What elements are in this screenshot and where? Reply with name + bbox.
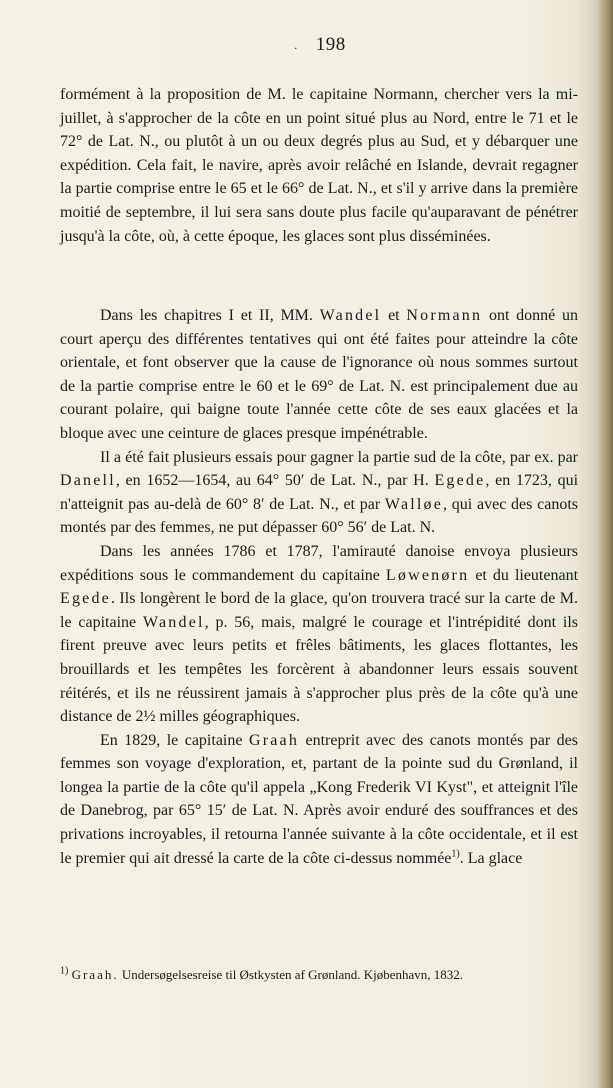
p3-text-1: Il a été fait plusieurs essais pour gagner la partie sud de la côte, par ex. par xyxy=(100,448,578,466)
p3-text-2: , en 1652—1654, au 64° 50′ de Lat. N., par H. xyxy=(115,472,429,490)
p2-name-normann: Normann xyxy=(406,307,483,324)
footnote-marker: 1) xyxy=(60,965,69,977)
p4-text-4: , p. 56, mais, malgré le courage et l'intrépidité dont ils firent preuve avec leurs petits et frêles bâtiments, les glaces flottantes, les brouillards et les tempêtes les forcèrent à abandonner leurs essais souvent réitérés, et ils ne réussirent jamais à s'approcher plus près de la côte qu'à une distance de 2½ milles géographiques. xyxy=(60,613,579,726)
page-binding-edge xyxy=(599,0,613,1088)
paragraph-5 xyxy=(60,729,578,871)
p2-name-wandel: Wandel xyxy=(319,307,382,324)
paragraph-1: formément à la proposition de M. le capitaine Normann, chercher vers la mi-juillet, à s'approcher de la côte en un point situé plus au Nord, entre le 71 et le 72° de Lat. N., ou plutôt à un ou deux degrés plus au Sud, et y débarquer une expédition. Cela fait, le navire, après avoir relâché en Islande, devrait regagner la partie comprise entre le 65 et le 66° de Lat. N., et s'il y arrive dans la première moitié de septembre, il lui sera sans doute plus facile qu'auparavant de pénétrer jusqu'à la côte, où, à cette époque, les glaces sont plus disséminées. xyxy=(60,86,578,245)
footnote-reference: 1) xyxy=(451,848,460,860)
p3-name-walloe: Walløe xyxy=(384,495,444,513)
p4-text-1: Dans les années 1786 et 1787, l'amirauté danoise envoya plusieurs expéditions sous le commandement du capitaine xyxy=(60,542,578,584)
p2-mid: et xyxy=(388,307,400,324)
p2-before: Dans les chapitres I et II, MM. xyxy=(100,307,313,324)
p4-text-3: . Ils longèrent le bord de la glace, qu'on trouvera tracé sur la carte de M. le capitaine xyxy=(60,590,578,631)
main-text-block xyxy=(60,304,578,870)
p4-name-wandel: Wandel xyxy=(142,613,205,631)
page-number xyxy=(0,34,613,56)
paragraph-4 xyxy=(60,540,578,729)
p3-name-egede: Egede xyxy=(434,472,486,490)
p3-text-4: , qui avec des canots montés par des femmes, ne put dépasser 60° 56′ de Lat. N. xyxy=(60,495,578,537)
p4-text-2: et du lieutenant xyxy=(475,566,579,584)
footnote-author: Graah. xyxy=(71,967,119,982)
paragraph-1-block xyxy=(60,83,578,248)
p5-name-graah: Graah xyxy=(248,731,300,749)
footnote xyxy=(60,966,590,984)
footnote-text: Undersøgelsesreise til Østkysten af Grønland. Kjøbenhavn, 1832. xyxy=(121,967,464,982)
p3-text-3: , en 1723, qui n'atteignit pas au-delà de 60° 8′ de Lat. N., et par xyxy=(60,472,579,513)
page-number-value: 198 xyxy=(315,34,346,55)
page-number-dot: . xyxy=(294,38,298,53)
p4-name-egede: Egede xyxy=(60,590,111,608)
paragraph-3 xyxy=(60,446,578,540)
p4-name-lowenorn: Løwenørn xyxy=(385,566,470,584)
p5-text-1: En 1829, le capitaine xyxy=(100,731,243,749)
paragraph-2 xyxy=(60,304,578,446)
p5-text-2: entreprit avec des canots montés par des femmes son voyage d'exploration, et, partant de la pointe sud du Grønland, il longea la partie de la côte qu'il appela „Kong Frederik VI Kyst", et atteignit l'île de Danebrog, par 65° 15′ de Lat. N. Après avoir enduré des souffrances et des privations incroyables, il retourna l'année suivante à la côte occidentale, et il est le premier qui ait dressé la carte de la côte ci-dessus nommée xyxy=(60,731,578,867)
p3-name-danell: Danell xyxy=(60,472,116,490)
p2-after: ont donné un court aperçu des différentes tentatives qui ont été faites pour atteindre la côte orientale, et font observer que la cause de l'ignorance où nous sommes surtout de la partie comprise entre le 60 et le 69° de Lat. N. est principalement due au courant polaire, qui baigne toute l'année cette côte de ses eaux glacées et la bloque avec une ceinture de glaces presque impénétrable. xyxy=(60,307,578,442)
p5-text-3: . La glace xyxy=(459,849,523,867)
